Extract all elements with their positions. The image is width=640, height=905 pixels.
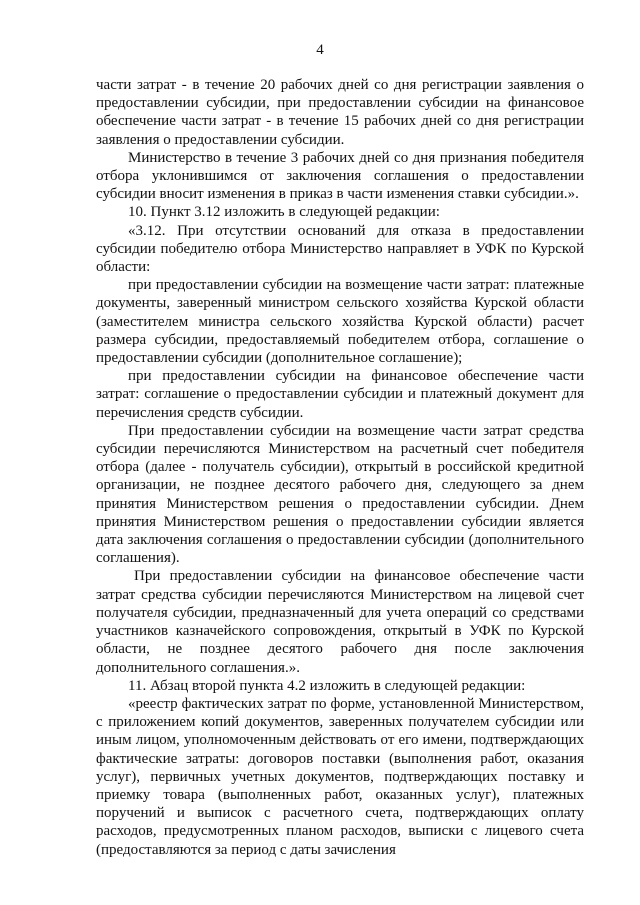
page-number: 4 [316, 42, 324, 58]
document-body [96, 76, 584, 859]
paragraph: При предоставлении субсидии на финансовое обеспечение части затрат средства субсидии перечисляются Министерством на лицевой счет получателя субсидии, предназначенный для учета операций со средствами участников казначейского сопровождения, открытый в УФК по Курской области, не позднее десятого рабочего дня после заключения дополнительного соглашения.». [96, 568, 584, 676]
paragraph: «реестр фактических затрат по форме, установленной Министерством, с приложением копий документов, заверенных получателем субсидии или иным лицом, уполномоченным действовать от его имени, подтверждающих фактические затраты: договоров поставки (выполнения работ, оказания услуг), первичных учетных документов, подтверждающих поставку и приемку товара (выполненных работ, оказанных услуг), платежных поручений и выписок с расчетного счета, подтверждающих оплату расходов, предусмотренных планом расходов, выписки с лицевого счета (предоставляются за период с даты зачисления [96, 695, 584, 858]
paragraph: При предоставлении субсидии на возмещение части затрат средства субсидии перечисляются Министерством на расчетный счет победителя отбора (далее - получатель субсидии), открытый в российской кредитной организации, не позднее десятого рабочего дня, следующего за днем принятия Министерством решения о предоставлении субсидии. Днем принятия Министерством решения о предоставлении субсидии является дата заключения соглашения о предоставлении субсидии (дополнительного соглашения). [96, 422, 584, 567]
paragraph: 10. Пункт 3.12 изложить в следующей редакции: [128, 204, 440, 221]
paragraph: Министерство в течение 3 рабочих дней со дня признания победителя отбора уклонившимся от заключения соглашения о предоставлении субсидии вносит изменения в приказ в части изменения ставки субсидии.». [96, 149, 584, 203]
paragraph: «3.12. При отсутствии оснований для отказа в предоставлении субсидии победителю отбора Министерство направляет в УФК по Курской области: [96, 222, 584, 276]
paragraph: части затрат - в течение 20 рабочих дней со дня регистрации заявления о предоставлении субсидии, при предоставлении субсидии на финансовое обеспечение части затрат - в течение 15 рабочих дней со дня регистрации заявления о предоставлении субсидии. [96, 77, 584, 148]
paragraph: 11. Абзац второй пункта 4.2 изложить в следующей редакции: [128, 677, 526, 694]
paragraph: при предоставлении субсидии на финансовое обеспечение части затрат: соглашение о предоставлении субсидии и платежный документ для перечисления средств субсидии. [96, 368, 584, 421]
paragraph: при предоставлении субсидии на возмещение части затрат: платежные документы, заверенный министром сельского хозяйства Курской области (заместителем министра сельского хозяйства Курской области) расчет размера субсидии, предоставляемый победителем отбора, соглашение о предоставлении субсидии (дополнительное соглашение); [96, 277, 584, 367]
